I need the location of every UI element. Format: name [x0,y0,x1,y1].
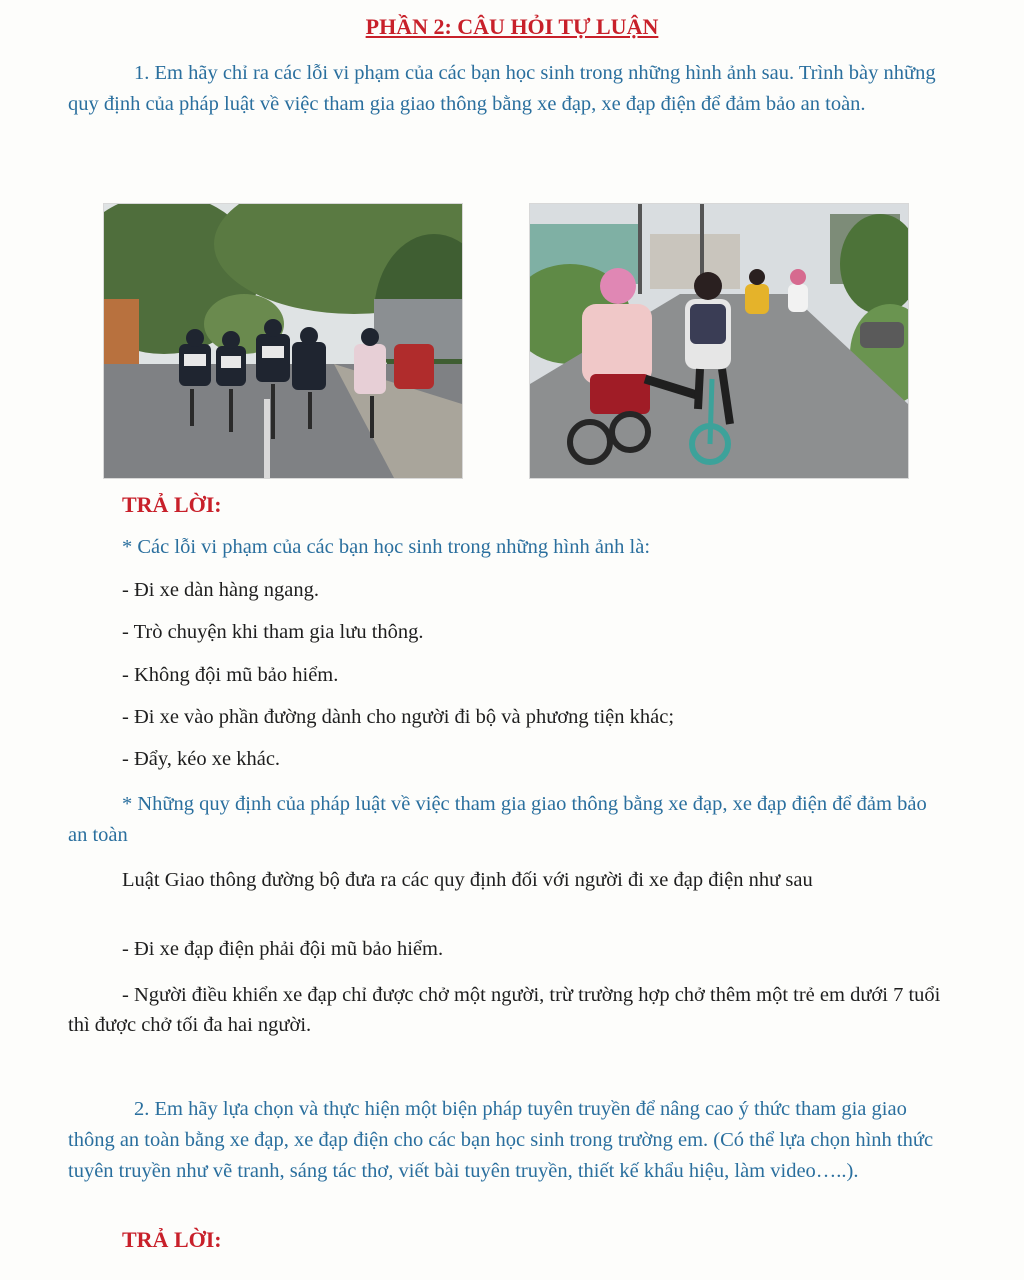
question-1: 1. Em hãy chỉ ra các lỗi vi phạm của các bạn học sinh trong những hình ảnh sau. Trình bày những quy định của pháp luật về việc tham gia giao thông bằng xe đạp, xe đạp điện để đảm bảo an toàn. [68,62,936,115]
question-2: 2. Em hãy lựa chọn và thực hiện một biện pháp tuyên truyền để nâng cao ý thức tham gia giao thông an toàn bằng xe đạp, xe đạp điện cho các bạn học sinh trong trường em. (Có thể lựa chọn hình thức tuyên truyền như vẽ tranh, sáng tác thơ, viết bài tuyên truyền, thiết kế khẩu hiệu, làm video…..). [68,1098,934,1182]
answer-label: TRẢ LỜI: [122,492,222,517]
violation-item: - Đi xe dàn hàng ngang. [122,579,319,601]
violation-item: - Không đội mũ bảo hiểm. [122,664,339,686]
violation-item: - Đi xe vào phần đường dành cho người đi bộ và phương tiện khác; [122,706,675,728]
rule-item: - Đi xe đạp điện phải đội mũ bảo hiểm. [122,938,444,960]
rule-item: - Người điều khiển xe đạp chỉ được chở một người, trừ trường hợp chở thêm một trẻ em dưới 7 tuổi thì được chở tối đa hai người. [68,984,941,1036]
violation-item: - Đẩy, kéo xe khác. [122,748,281,770]
photo-students-riding-abreast [103,203,463,479]
rules-heading: * Những quy định của pháp luật về việc tham gia giao thông bằng xe đạp, xe đạp điện để đảm bảo an toàn [68,793,927,846]
rules-intro: Luật Giao thông đường bộ đưa ra các quy định đối với người đi xe đạp điện như sau [122,869,813,891]
violation-item: - Trò chuyện khi tham gia lưu thông. [122,621,424,643]
violations-heading: * Các lỗi vi phạm của các bạn học sinh trong những hình ảnh là: [122,536,651,558]
answer-label-2: TRẢ LỜI: [122,1227,222,1252]
photo-students-pushing-bike [529,203,909,479]
section-heading: PHẦN 2: CÂU HỎI TỰ LUẬN [365,14,659,39]
